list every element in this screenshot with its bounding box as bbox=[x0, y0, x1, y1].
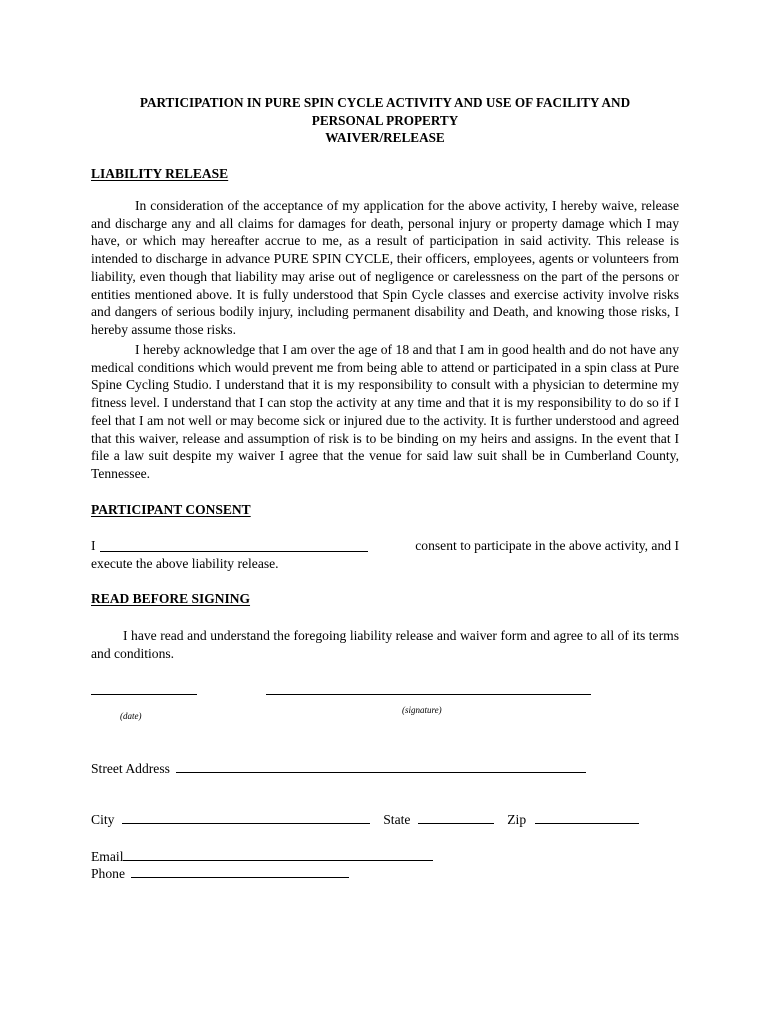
consent-statement bbox=[91, 537, 679, 573]
phone-field[interactable] bbox=[131, 863, 349, 878]
date-label: (date) bbox=[120, 711, 142, 721]
consent-line-2: execute the above liability release. bbox=[91, 556, 279, 571]
consent-suffix: consent to participate in the above activity, and I bbox=[415, 538, 679, 553]
read-before-signing-body: I have read and understand the foregoing liability release and waiver form and agree to all of its terms and conditions. bbox=[91, 628, 679, 661]
liability-paragraph-2 bbox=[91, 341, 679, 483]
title-line-2: PERSONAL PROPERTY bbox=[311, 112, 459, 128]
city-label: City bbox=[91, 812, 115, 827]
liability-release-heading: LIABILITY RELEASE bbox=[91, 166, 229, 181]
phone-label: Phone bbox=[91, 866, 125, 881]
street-address-label: Street Address bbox=[91, 761, 170, 776]
liability-paragraph-1-text: In consideration of the acceptance of my application for the above activity, I hereby waive, release and discharge any and all claims for damages for death, personal injury or property damage which I may have, or which may hereafter accrue to me, as a result of participation in said activity. This release is intended to discharge in advance PURE SPIN CYCLE, their officers, employees, agents or volunteers from liability, even though that liability may arise out of negligence or carelessness on the part of the persons or entities mentioned above. It is fully understood that Spin Cycle classes and exercise activity involve risks and dangers of serious bodily injury, including permanent disability and Death, and knowing those risks, I hereby assume those risks. bbox=[91, 198, 679, 337]
liability-paragraph-2-text: I hereby acknowledge that I am over the age of 18 and that I am in good health and do not have any medical conditions which would prevent me from being able to attend or participated in a spin class at Pure Spine Cycling Studio. I understand that it is my responsibility to consult with a physician to determine my fitness level. I understand that I can stop the activity at any time and that it is my responsibility to do so if I feel that I am not well or may become sick or injured due to the activity. It is further understood and agreed that this waiver, release and assumption of risk is to be binding on my heirs and assigns. In the event that I file a law suit despite my waiver I agree that the venue for said law suit shall be in Cumberland County, Tennessee. bbox=[91, 342, 679, 481]
zip-field[interactable] bbox=[535, 809, 639, 824]
email-label: Email bbox=[91, 849, 124, 864]
email-field[interactable] bbox=[123, 846, 433, 861]
liability-paragraph-1 bbox=[91, 197, 679, 339]
title-line-1: PARTICIPATION IN PURE SPIN CYCLE ACTIVITY AND USE OF FACILITY AND bbox=[139, 95, 631, 110]
zip-label: Zip bbox=[507, 812, 527, 827]
title-line-3: WAIVER/RELEASE bbox=[325, 130, 445, 146]
state-label: State bbox=[383, 812, 411, 827]
city-state-zip-row bbox=[91, 809, 639, 828]
participant-name-field[interactable] bbox=[100, 538, 368, 552]
street-address-row bbox=[91, 758, 586, 777]
phone-row bbox=[91, 863, 349, 882]
document-title bbox=[60, 94, 710, 147]
state-field[interactable] bbox=[418, 809, 494, 824]
signature-field[interactable] bbox=[266, 694, 591, 695]
city-field[interactable] bbox=[122, 809, 370, 824]
date-field[interactable] bbox=[91, 694, 197, 695]
read-before-signing-text bbox=[91, 627, 679, 662]
signature-label: (signature) bbox=[402, 705, 442, 715]
street-address-field[interactable] bbox=[176, 758, 586, 773]
consent-prefix: I bbox=[91, 538, 96, 553]
participant-consent-heading: PARTICIPANT CONSENT bbox=[91, 502, 251, 517]
read-before-signing-heading: READ BEFORE SIGNING bbox=[91, 591, 251, 606]
